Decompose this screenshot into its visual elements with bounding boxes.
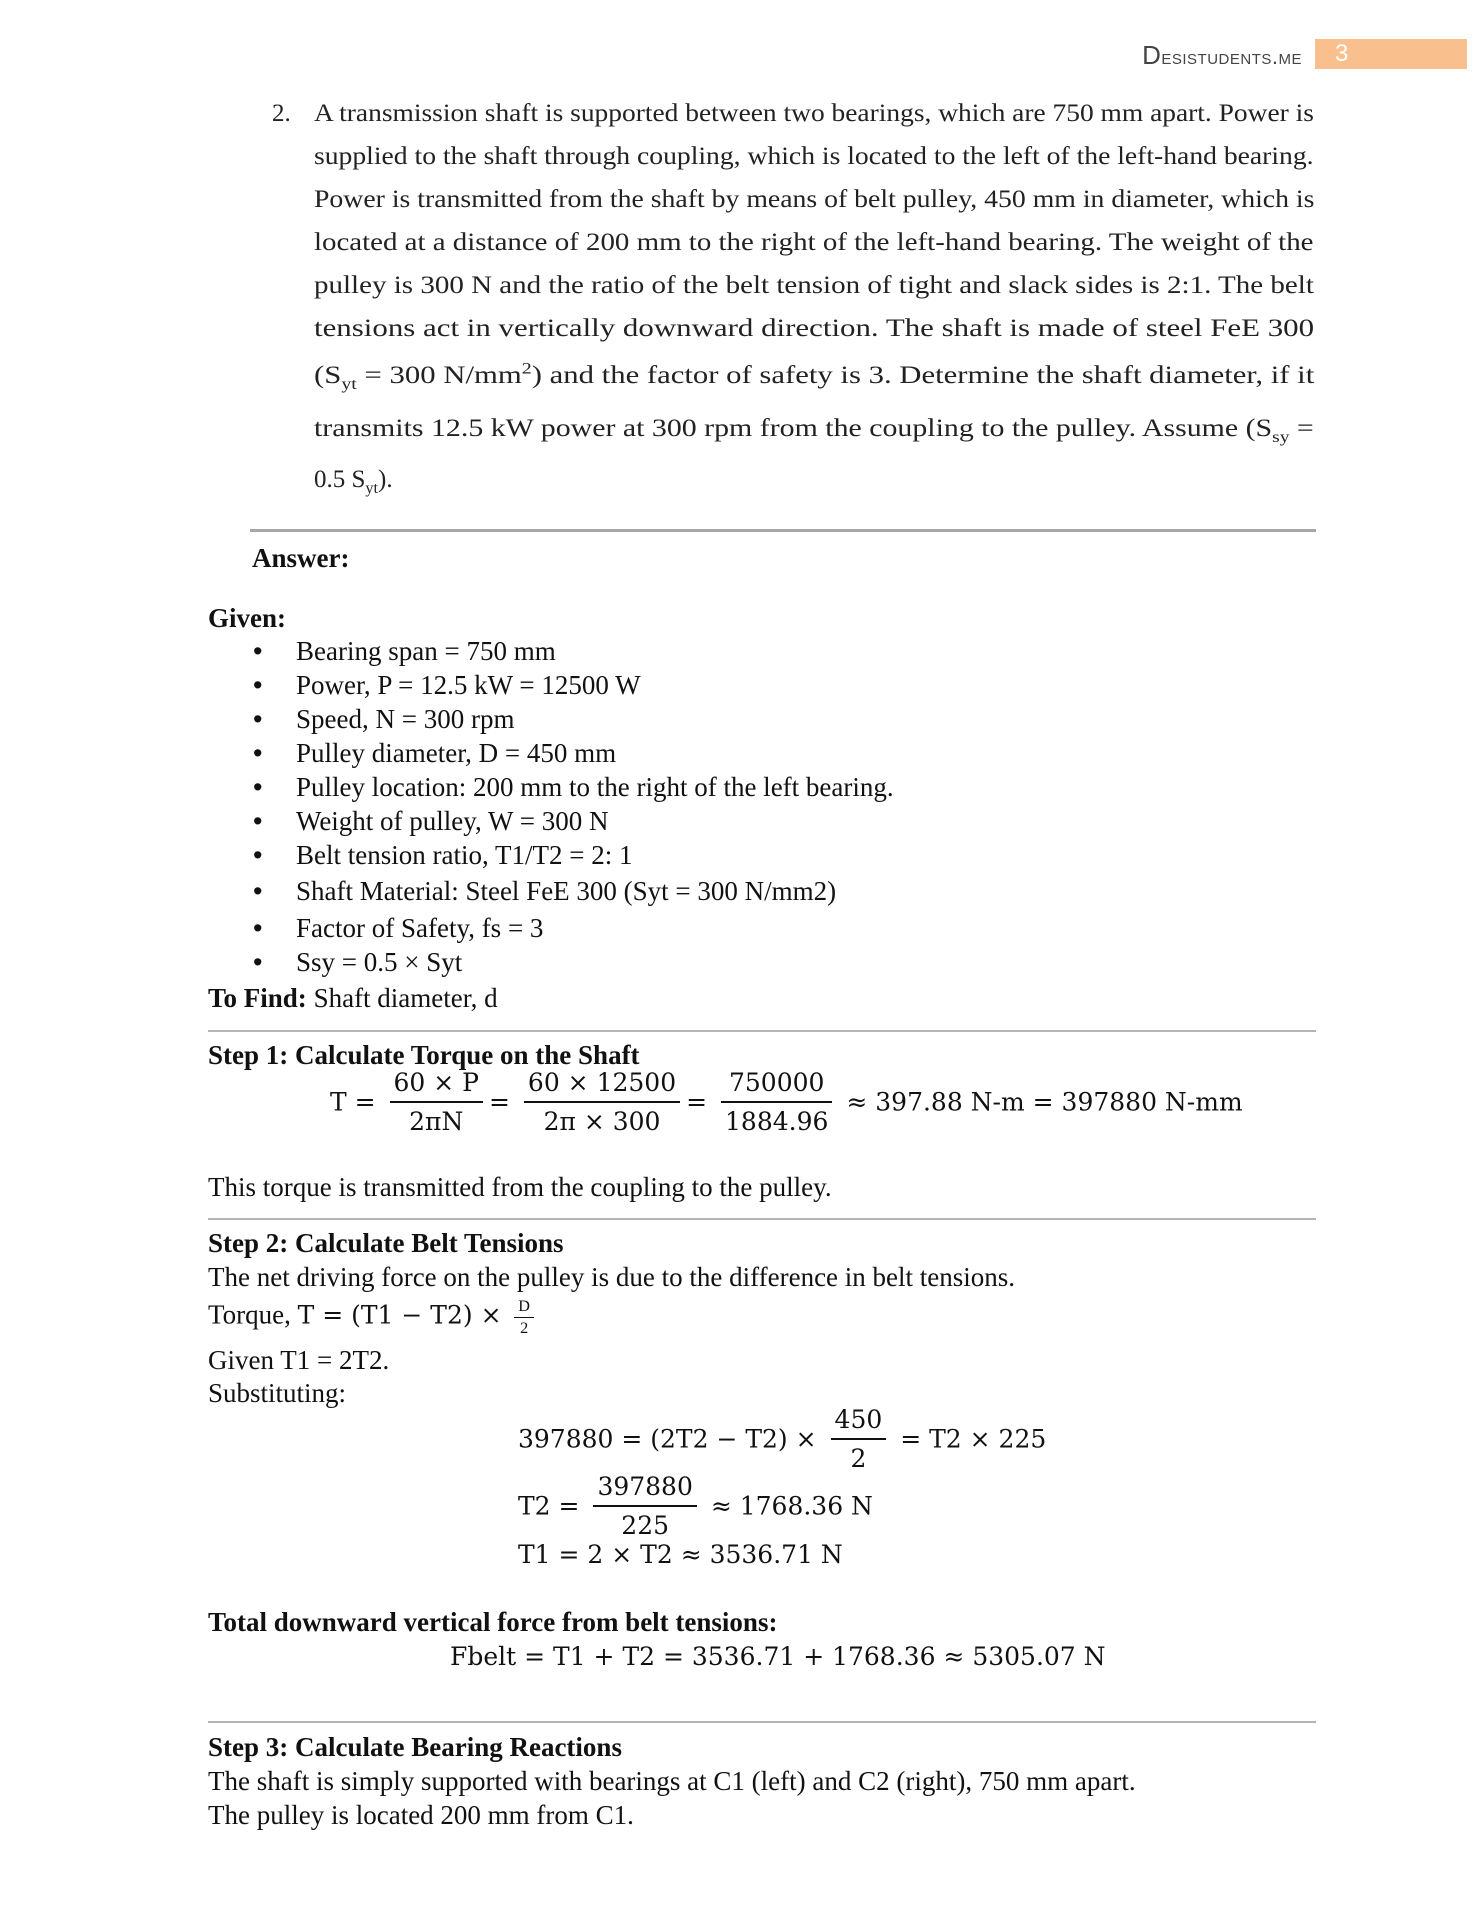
problem-line: ($S_{yt} = 300$ $N/mm^2$) and the factor of safety is 3. Determine the shaft diameter, if it <box>314 359 1315 393</box>
problem-line: supplied to the shaft through coupling, which is located to the left of the left-hand bearing. <box>314 143 1314 170</box>
fraction: $\frac{60 \times 12500}{2\pi \times 300}$ <box>524 1068 680 1136</box>
answer-heading: Answer: <box>252 543 350 573</box>
total-force-heading: Total downward vertical force from belt tensions: <box>208 1607 778 1637</box>
equation-3: T1 = 2 × T2 ≈ 3536.71 N <box>518 1540 843 1569</box>
step3-heading: Step 3: Calculate Bearing Reactions <box>208 1732 622 1762</box>
given-item: • Shaft Material: Steel FeE 300 (Syt = 300 N/mm2) <box>296 876 836 907</box>
given-relation: Given T1 = 2T2. <box>208 1345 390 1375</box>
fraction: $\frac{397880}{225}$ <box>593 1472 696 1540</box>
problem-number: 2. <box>272 100 291 127</box>
step1-note: This torque is transmitted from the coupling to the pulley. <box>208 1172 832 1202</box>
problem-line: pulley is 300 N and the ratio of the belt tension of tight and slack sides is 2:1. The belt <box>314 272 1314 299</box>
problem-line: located at a distance of 200 mm to the right of the left-hand bearing. The weight of the <box>314 229 1314 256</box>
step3-line: The shaft is simply supported with bearings at C1 (left) and C2 (right), 750 mm apart. <box>208 1766 1136 1796</box>
given-item: • Bearing span = 750 mm <box>296 636 556 667</box>
divider-rule <box>208 1218 1316 1220</box>
given-item: • Pulley location: 200 mm to the right of the left bearing. <box>296 772 894 803</box>
site-name-rest: esistudents.me <box>1161 44 1302 69</box>
divider-rule <box>208 1030 1316 1032</box>
given-item: • Factor of Safety, fs = 3 <box>296 913 543 944</box>
to-find <box>208 983 498 1014</box>
page-number: 3 <box>1335 40 1349 67</box>
problem-line: transmits 12.5 kW power at 300 rpm from the coupling to the pulley. Assume ($S_{sy}$ = <box>314 415 1314 446</box>
problem-line: 0.5 $S_{yt}$). <box>314 466 393 497</box>
step2-intro: The net driving force on the pulley is due to the difference in belt tensions. <box>208 1262 1016 1292</box>
given-item: • Belt tension ratio, T1/T2 = 2: 1 <box>296 840 632 871</box>
to-find-text: Shaft diameter, d <box>313 983 498 1013</box>
to-find-label: To Find: <box>208 983 307 1013</box>
given-item: • Ssy = 0.5 × Syt <box>296 947 462 978</box>
substituting-label: Substituting: <box>208 1378 347 1408</box>
divider-rule <box>208 1721 1316 1723</box>
torque-formula: T = $\frac{60 \times P}{2\pi N}$ = $\frac{60 \times 12500}{2\pi \times 300}$ = $\frac{750000}{1884.96}$ ≈ 397.88 N-m = 397880 N-mm <box>330 1068 1243 1136</box>
problem-line: Power is transmitted from the shaft by means of belt pulley, 450 mm in diameter, which is <box>314 186 1315 213</box>
given-heading: Given: <box>208 603 286 633</box>
step2-heading: Step 2: Calculate Belt Tensions <box>208 1228 564 1258</box>
fraction: $\frac{750000}{1884.96}$ <box>721 1068 832 1136</box>
given-item: • Pulley diameter, D = 450 mm <box>296 738 616 769</box>
fraction: $\frac{450}{2}$ <box>831 1405 887 1473</box>
fraction: $\frac{D}{2}$ <box>514 1297 534 1338</box>
problem-line: A transmission shaft is supported between two bearings, which are 750 mm apart. Power is <box>314 100 1314 127</box>
given-item: • Speed, N = 300 rpm <box>296 704 514 735</box>
step1-heading: Step 1: Calculate Torque on the Shaft <box>208 1040 640 1070</box>
total-force-equation: Fbelt = T1 + T2 = 3536.71 + 1768.36 ≈ 5305.07 N <box>450 1642 1106 1671</box>
page-number-badge <box>1315 39 1467 69</box>
given-item: • Weight of pulley, W = 300 N <box>296 806 609 837</box>
step3-line: The pulley is located 200 mm from C1. <box>208 1800 634 1830</box>
given-item: • Power, P = 12.5 kW = 12500 W <box>296 670 641 701</box>
fraction: $\frac{60 \times P}{2\pi N}$ <box>390 1068 483 1136</box>
site-name <box>1142 40 1302 71</box>
equation-2: T2 = $\frac{397880}{225}$ ≈ 1768.36 N <box>518 1472 873 1540</box>
site-name-initial: D <box>1142 40 1162 70</box>
torque-relation: Torque, T = (T1 − T2) × $\frac{D}{2}$ <box>208 1297 540 1338</box>
divider-rule <box>250 529 1316 532</box>
problem-line: tensions act in vertically downward direction. The shaft is made of steel FeE 300 <box>314 315 1315 342</box>
equation-1: 397880 = (2T2 − T2) × $\frac{450}{2}$ = T2 × 225 <box>518 1405 1047 1473</box>
